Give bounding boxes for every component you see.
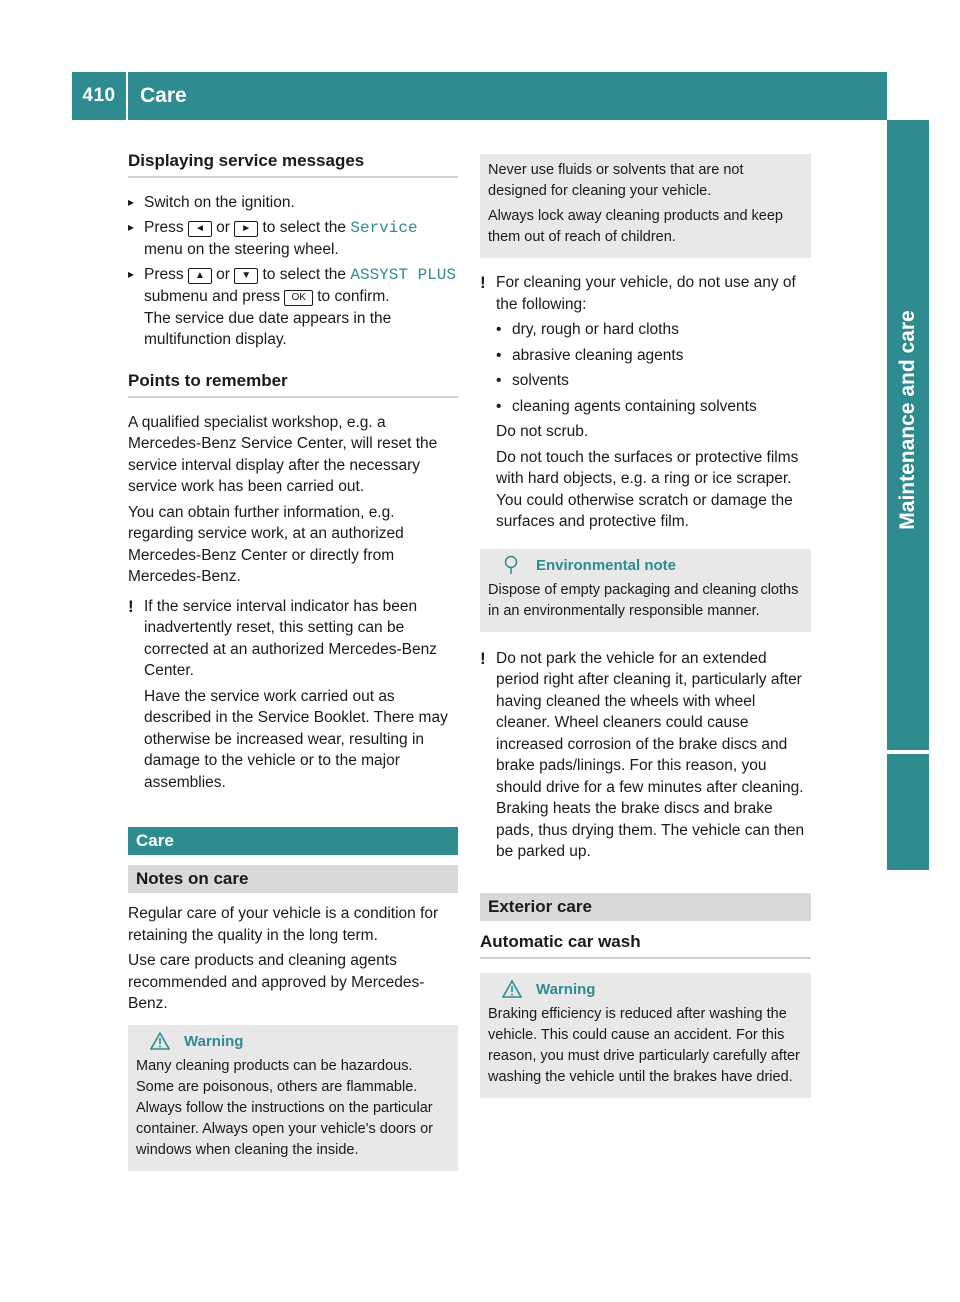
list-item: • solvents: [496, 370, 811, 392]
paragraph: Regular care of your vehicle is a condition for retaining the quality in the long term.: [128, 905, 439, 944]
up-key: ▲: [188, 268, 212, 284]
box-text: Never use fluids or solvents that are not designed for cleaning your vehicle.: [488, 162, 744, 199]
step-text: to select the: [258, 218, 351, 236]
service-messages-heading: Displaying service messages: [128, 150, 458, 178]
service-menu-name: Service: [350, 218, 418, 237]
step-text: Press: [144, 265, 188, 283]
paragraph: You can obtain further information, e.g. regarding service work, at an authorized Mercedes-Benz Center or directly from Mercedes-Benz.: [128, 503, 404, 585]
box-text: Always lock away cleaning products and keep them out of reach of children.: [488, 208, 783, 245]
exclamation-icon: !: [480, 273, 486, 292]
exclamation-icon: !: [480, 648, 486, 668]
points-to-remember-heading: Points to remember: [128, 370, 458, 398]
note-cleaning: [480, 272, 811, 533]
warning-box: [128, 1025, 458, 1171]
warning-header: [488, 979, 803, 1000]
note-text: Do not scrub.: [496, 423, 589, 440]
list-item: • dry, rough or hard cloths: [496, 319, 811, 341]
environmental-note-title: Environmental note: [536, 556, 677, 574]
note-text: If the service interval indicator has been inadvertently reset, this setting can be corrected at an authorized Mercedes-Benz Center.: [144, 597, 437, 679]
exterior-care-bar: Exterior care: [480, 893, 811, 921]
environmental-note-header: [488, 555, 803, 576]
assyst-plus-submenu-name: ASSYST PLUS: [350, 265, 456, 284]
right-key: ►: [234, 221, 258, 237]
list-item: • cleaning agents containing solvents: [496, 396, 811, 418]
note-text: Have the service work carried out as described in the Service Booklet. There may otherwise be increased wear, resulting in damage to the vehicle or to the major assemblies.: [144, 687, 448, 791]
page-header: [72, 72, 887, 120]
warning-text: Many cleaning products can be hazardous. Some are poisonous, others are flammable. Always follow the instructions on the particular container. Always open your vehicle's doors or windows when cleaning the inside.: [136, 1057, 433, 1158]
note-parking-after-cleaning: [480, 648, 811, 863]
arrow-right-icon: ▸: [128, 195, 135, 209]
warning-title: Warning: [184, 1032, 244, 1050]
side-tab-label: Maintenance and care: [896, 310, 919, 530]
note-text: Do not touch the surfaces or protective films with hard objects, e.g. a ring or ice scraper. You could otherwise scratch or damage the surfaces and protective film.: [496, 448, 799, 530]
environment-bulb-icon: [502, 555, 524, 575]
left-column: [128, 150, 458, 1181]
step-1: [128, 192, 458, 214]
step-text: Press: [144, 218, 188, 236]
step-text: or: [211, 265, 235, 283]
warning-continued-box: [480, 154, 811, 258]
exclamation-icon: !: [128, 596, 134, 616]
right-column: [480, 150, 811, 1108]
step-text: or: [211, 218, 235, 236]
notes-on-care-bar: Notes on care: [128, 865, 458, 893]
list-item: • abrasive cleaning agents: [496, 345, 811, 367]
section-side-tab: [887, 120, 929, 750]
note-service-indicator: [128, 596, 458, 794]
warning-text: Braking efficiency is reduced after washing the vehicle. This could cause an accident. For this reason, you must drive particularly carefully after washing the vehicle until the brakes have dried.: [488, 1005, 800, 1085]
warning-title: Warning: [536, 980, 596, 998]
step-2: [128, 217, 458, 261]
spacer: [128, 354, 458, 370]
warning-header: [136, 1031, 450, 1052]
ok-key: OK: [284, 290, 312, 306]
down-key: ▼: [234, 268, 258, 284]
side-tab-block: [887, 754, 929, 870]
paragraph: A qualified specialist workshop, e.g. a Mercedes-Benz Service Center, will reset the service interval display after the necessary service work has been carried out.: [128, 413, 438, 495]
step-text: menu on the steering wheel.: [144, 241, 339, 258]
step-result: The service due date appears in the multifunction display.: [144, 309, 392, 348]
environmental-note-text: Dispose of empty packaging and cleaning cloths in an environmentally responsible manner.: [488, 581, 799, 619]
page-number: 410: [82, 85, 116, 106]
note-text: For cleaning your vehicle, do not use any of the following:: [496, 274, 796, 313]
step-text: to confirm.: [312, 288, 390, 305]
automatic-car-wash-heading: Automatic car wash: [480, 931, 811, 959]
step-3: [128, 264, 458, 351]
care-section-bar: Care: [128, 827, 458, 855]
page-title: Care: [140, 84, 187, 107]
left-key: ◄: [188, 221, 212, 237]
arrow-right-icon: ▸: [128, 266, 135, 281]
paragraph: Use care products and cleaning agents recommended and approved by Mercedes-Benz.: [128, 952, 425, 1012]
environmental-note-box: [480, 549, 811, 632]
warning-box-car-wash: [480, 973, 811, 1098]
step-text: Switch on the ignition.: [144, 194, 295, 211]
warning-triangle-icon: [502, 980, 524, 998]
cleaning-avoid-list: [496, 319, 811, 417]
step-text: to select the: [258, 265, 351, 283]
step-text: submenu and press: [144, 288, 285, 305]
note-text: Do not park the vehicle for an extended period right after cleaning it, particularly after having cleaned the wheels with wheel cleaner. Wheel cleaners could cause increased corrosion of the brake discs and brake pads/linings. For this reason, you should drive for a few minutes after cleaning. Braking heats the brake discs and brake pads, thus drying them. The vehicle can then be parked up.: [496, 649, 805, 860]
warning-triangle-icon: [150, 1032, 172, 1050]
arrow-right-icon: ▸: [128, 219, 135, 234]
